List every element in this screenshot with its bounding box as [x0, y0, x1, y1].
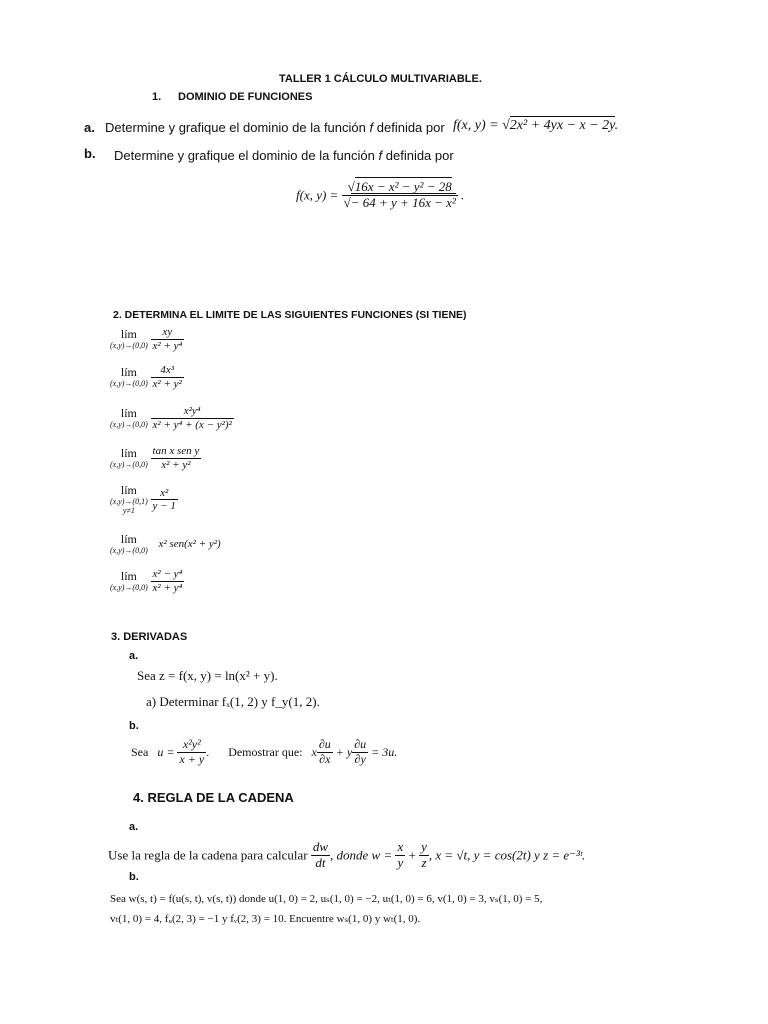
limit-5-condition: y≠1	[122, 506, 135, 516]
item-1a-definida: definida por	[376, 120, 445, 135]
limit-4-approach: (x,y)→(0,0)	[110, 460, 148, 470]
item-1a-end: .	[614, 118, 619, 133]
limit-2-denominator: x² + y²	[152, 377, 182, 390]
item-1b-formula	[296, 180, 464, 211]
item-3a-line-2: a) Determinar fₓ(1, 2) y f_y(1, 2).	[146, 694, 320, 709]
limit-3	[110, 405, 234, 431]
item-4b-line-2: vₜ(1, 0) = 4, fᵤ(2, 3) = −1 y fᵥ(2, 3) = 10. Encuentre wₛ(1, 0) y wₜ(1, 0).	[110, 913, 421, 925]
item-3b-label: b.	[129, 720, 139, 732]
item-3b-u: u =	[157, 744, 175, 759]
item-4a-label: a.	[129, 821, 139, 833]
limit-4-denominator: x² + y²	[161, 458, 191, 471]
section-1-heading: DOMINIO DE FUNCIONES	[178, 91, 313, 103]
limit-6-word: lím	[120, 532, 137, 546]
item-3b-partial-num-2: ∂u	[354, 737, 367, 751]
item-1a-radicand: 2x² + 4yx − x − 2y	[509, 118, 615, 133]
section-2-heading: 2. DETERMINA EL LIMITE DE LAS SIGUIENTES FUNCIONES (SI TIENE)	[113, 309, 467, 321]
item-4a-rest: , x = √t, y = cos(2t) y z = e⁻³ᵗ.	[428, 847, 586, 863]
limit-2-numerator: 4x³	[151, 364, 184, 378]
item-3b-formula	[131, 738, 397, 767]
limit-7-word: lím	[120, 568, 137, 583]
section-1-number: 1.	[152, 91, 162, 103]
item-4a-frac1-num: x	[397, 839, 404, 854]
limit-1	[110, 326, 184, 352]
item-1a-formula: f(x, y) = √2x² + 4yx − x − 2y.	[453, 118, 619, 133]
item-1b-numerator: 16x − x² − y² − 28	[354, 179, 452, 194]
item-4a-donde: , donde w =	[330, 847, 393, 863]
limit-1-numerator: xy	[151, 326, 185, 340]
item-4a-text: Use la regla de la cadena para calcular	[108, 847, 308, 863]
item-1b-lhs: f(x, y) =	[296, 187, 339, 203]
limit-2-word: lím	[120, 364, 137, 379]
item-4a-derivative-num: dw	[312, 839, 328, 854]
limit-1-denominator: x² + y⁴	[152, 339, 183, 352]
item-3b-partial-den-2: ∂y	[354, 751, 366, 766]
item-3b-demostrar: Demostrar que:	[228, 744, 303, 759]
limit-5-approach: (x,y)→(0,1)	[110, 497, 148, 507]
limit-3-approach: (x,y)→(0,0)	[110, 420, 148, 430]
item-1b-definida: definida por	[385, 148, 454, 163]
item-3b-x: x	[311, 744, 317, 759]
limit-5	[110, 484, 178, 516]
limit-7-denominator: x² + y⁴	[152, 581, 183, 594]
section-3-heading: 3. DERIVADAS	[111, 631, 188, 643]
item-3b-sea: Sea	[131, 744, 149, 759]
limit-3-word: lím	[120, 405, 137, 420]
limit-5-numerator: x²	[151, 487, 178, 501]
limit-3-denominator: x² + y⁴ + (x − y²)²	[152, 418, 232, 431]
item-1a-f: f	[369, 120, 374, 135]
item-3a-label: a.	[129, 650, 139, 662]
limit-5-denominator: y − 1	[152, 500, 176, 513]
item-1a-statement: Determine y grafique el dominio de la función	[105, 120, 366, 135]
limit-7	[110, 568, 184, 594]
item-3a-line-1: Sea z = f(x, y) = ln(x² + y).	[137, 668, 278, 683]
item-4a-frac1-den: y	[397, 854, 404, 870]
limit-4-numerator: tan x sen y	[152, 445, 200, 457]
item-1b-f: f	[378, 148, 383, 163]
item-1b-fraction: $\frac{\text{√16x − x² − y² − 28}}{\text{√− 64 + y + 16x − x²}}$	[343, 179, 456, 210]
item-1a-lhs: f(x, y) =	[453, 118, 499, 133]
limit-2	[110, 364, 184, 390]
limit-3-numerator: x²y⁴	[151, 405, 234, 419]
limit-5-word: lím	[120, 483, 137, 497]
item-3b-partial-num-1: ∂u	[318, 737, 331, 751]
item-4a-formula	[108, 840, 585, 871]
item-4a-plus: +	[408, 847, 416, 863]
item-1b-end: .	[461, 187, 465, 203]
item-4b-line-1: Sea w(s, t) = f(u(s, t), v(s, t)) donde u(1, 0) = 2, uₛ(1, 0) = −2, uₜ(1, 0) = 6, v(1, 0) = 3, vₛ(1, 0) = 5,	[110, 893, 543, 905]
item-1a-label: a.	[84, 120, 95, 135]
item-3b-plus-y: + y	[335, 744, 353, 759]
section-4-heading: 4. REGLA DE LA CADENA	[133, 790, 294, 805]
limit-6	[110, 533, 221, 555]
item-1b-statement: Determine y grafique el dominio de la función	[114, 148, 375, 163]
item-3b-partial-den-1: ∂x	[319, 751, 331, 766]
item-4b-label: b.	[129, 871, 139, 883]
limit-7-approach: (x,y)→(0,0)	[110, 583, 148, 593]
document-title: TALLER 1 CÁLCULO MULTIVARIABLE.	[279, 73, 482, 85]
item-3b-numerator: x²y²	[177, 738, 206, 753]
item-1b-label: b.	[84, 146, 96, 161]
limit-1-approach: (x,y)→(0,0)	[110, 341, 148, 351]
limit-4-word: lím	[120, 445, 137, 460]
limit-4	[110, 445, 201, 471]
item-4a-derivative-den: dt	[315, 854, 326, 870]
item-3b-denominator: x + y	[179, 751, 205, 766]
item-1a-text	[105, 120, 445, 135]
item-3b-equals: = 3u.	[371, 744, 398, 759]
limit-2-approach: (x,y)→(0,0)	[110, 379, 148, 389]
item-1b-text	[114, 148, 454, 163]
item-1b-denominator: − 64 + y + 16x − x²	[350, 194, 456, 210]
limit-1-word: lím	[120, 326, 137, 341]
item-4a-frac2-num: y	[421, 839, 427, 854]
item-4a-frac2-den: z	[421, 854, 427, 870]
limit-6-expression: x² sen(x² + y²)	[158, 538, 221, 551]
limit-6-approach: (x,y)→(0,0)	[110, 546, 148, 556]
limit-7-numerator: x² − y⁴	[152, 568, 183, 580]
item-3b-dot: .	[206, 744, 210, 759]
